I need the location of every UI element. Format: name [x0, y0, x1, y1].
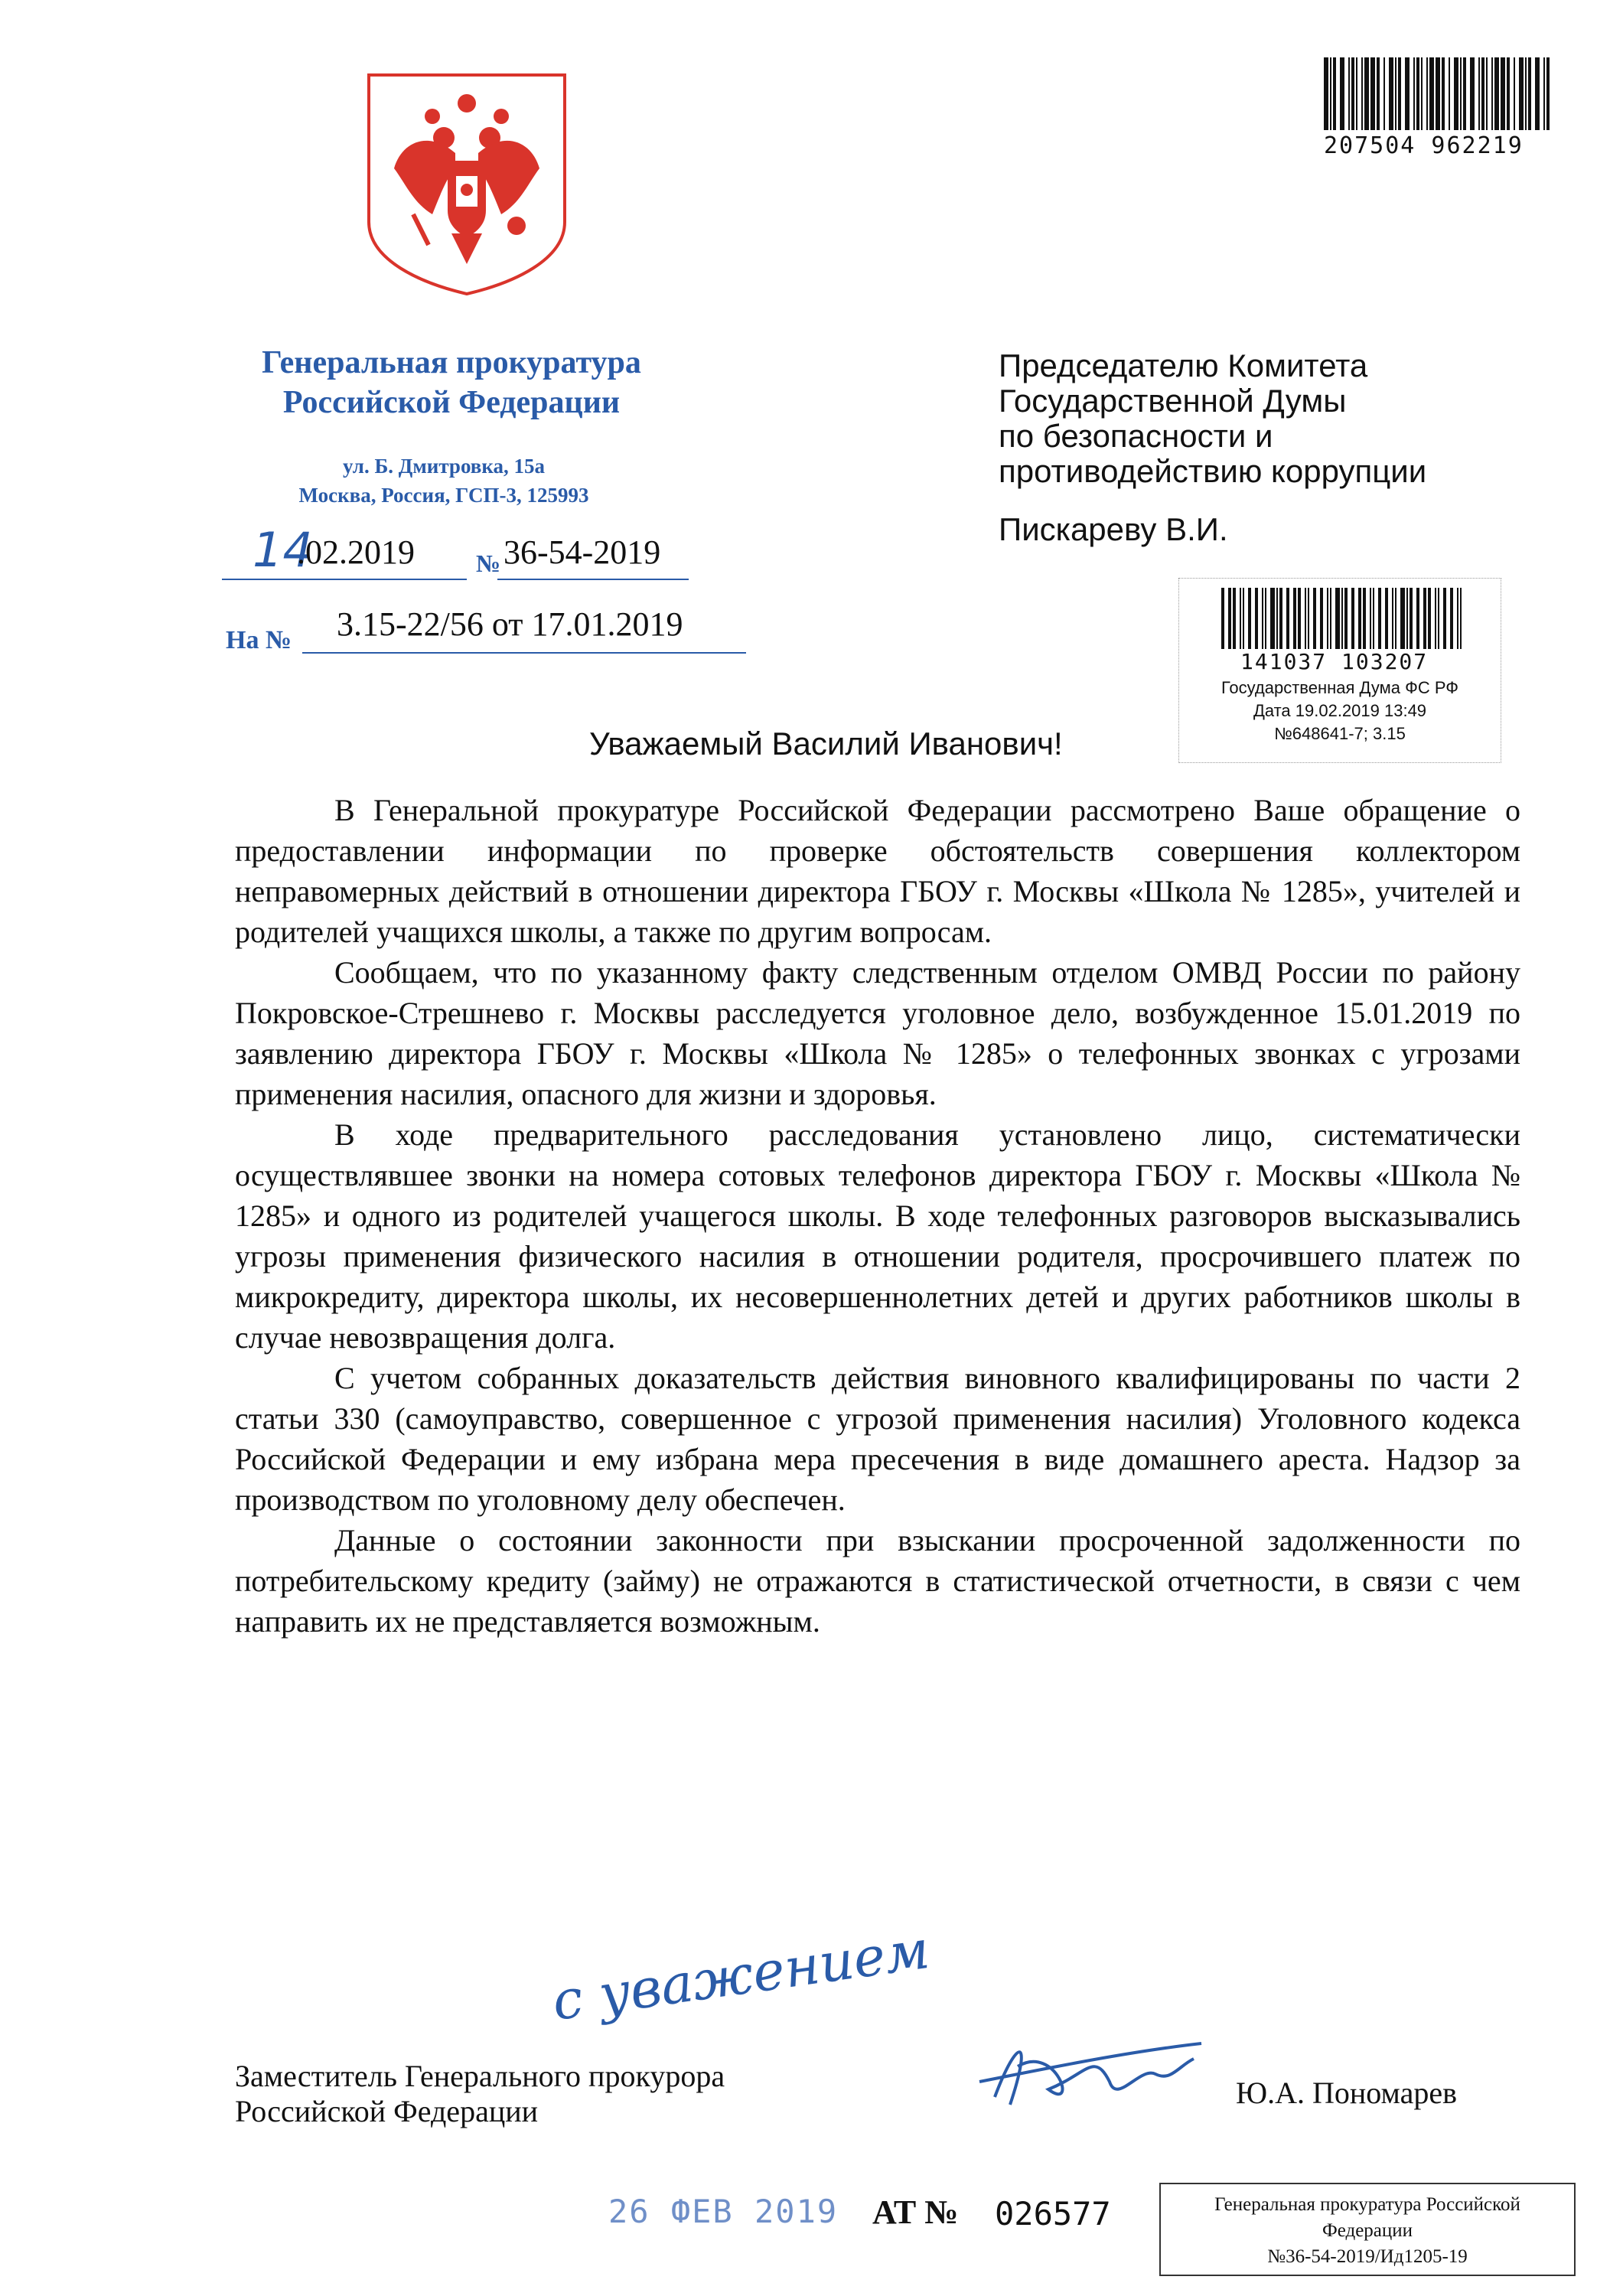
barcode-bar — [1501, 57, 1505, 130]
barcode-bar — [1507, 57, 1510, 130]
barcode-bar — [1361, 57, 1363, 130]
paragraph-5: Данные о состоянии законности при взыскании просроченной задолженности по потребительскому кредиту (займу) не отражаются в статистической отчетности, в связи с чем направить их не представляется возможным. — [235, 1523, 1520, 1639]
barcode-bar — [1298, 588, 1301, 649]
barcode-top — [1316, 57, 1561, 172]
barcode-bar — [1293, 588, 1296, 649]
org-address-line1: ул. Б. Дмитровка, 15а — [342, 455, 545, 478]
barcode-bar — [1385, 588, 1388, 649]
barcode-bar — [1228, 588, 1231, 649]
barcode-duma-bars — [1221, 588, 1466, 649]
barcode-bar — [1333, 57, 1336, 130]
barcode-top-digits: 207504 962219 — [1324, 132, 1524, 159]
barcode-bar — [1313, 588, 1316, 649]
registry-stamp-line2: Федерации — [1322, 2220, 1413, 2241]
registry-stamp-line1: Генеральная прокуратура Российской — [1214, 2194, 1520, 2215]
date-underline — [222, 579, 467, 580]
barcode-bar — [1491, 57, 1493, 130]
barcode-bar — [1450, 588, 1453, 649]
barcode-bar — [1370, 588, 1371, 649]
barcode-bar — [1449, 57, 1450, 130]
addressee-block — [999, 348, 1550, 547]
barcode-bar — [1348, 57, 1350, 130]
salutation: Уважаемый Василий Иванович! — [589, 726, 1063, 762]
addressee-line4: противодействию коррупции — [999, 453, 1427, 489]
barcode-bar — [1525, 57, 1527, 130]
barcode-bar — [1243, 588, 1244, 649]
barcode-bar — [1463, 57, 1466, 130]
barcode-bar — [1443, 588, 1446, 649]
barcode-bar — [1286, 588, 1289, 649]
barcode-bar — [1423, 588, 1426, 649]
received-date-stamp: 26 ФЕВ 2019 — [608, 2193, 839, 2230]
registry-stamp-line3: №36-54-2019/Ид1205-19 — [1267, 2246, 1468, 2267]
org-address — [245, 452, 643, 510]
barcode-bar — [1519, 57, 1524, 130]
barcode-bar — [1481, 57, 1484, 130]
barcode-bar — [1438, 588, 1439, 649]
barcode-bar — [1248, 588, 1251, 649]
barcode-bar — [1398, 57, 1401, 130]
duma-stamp-line1: Государственная Дума ФС РФ — [1221, 678, 1459, 697]
duma-stamp-text — [1187, 677, 1493, 745]
paragraph-2: Сообщаем, что по указанному факту следственным отделом ОМВД России по району Покровское-Стрешнево г. Москвы расследуется уголовное дело, возбужденное 15.01.2019 по заявлению директора ГБОУ г. Москвы «Школа № 1285» о телефонных звонках с угрозами применения насилия, опасного для жизни и здоровья. — [235, 955, 1520, 1111]
reference-line — [226, 595, 746, 657]
barcode-bar — [1389, 57, 1393, 130]
barcode-bar — [1270, 588, 1275, 649]
paragraph-3: В ходе предварительного расследования установлено лицо, систематически осуществлявшее звонки на номера сотовых телефонов директора ГБОУ г. Москвы «Школа № 1285» и одного из родителей учащегося школы. В ходе телефонных разговоров высказывались угрозы применения физического насилия в отношении родителя, просрочившего платеж по микрокредиту, директора школы, их несовершеннолетних детей и других работников школы в случае невозвращения долга. — [235, 1117, 1520, 1355]
barcode-bar — [1341, 588, 1343, 649]
handwritten-signature — [964, 2020, 1209, 2120]
reference-label: На № — [226, 626, 292, 654]
barcode-bar — [1460, 57, 1462, 130]
barcode-bar — [1416, 57, 1419, 130]
barcode-bar — [1383, 57, 1385, 130]
barcode-bar — [1340, 57, 1344, 130]
barcode-bar — [1435, 588, 1436, 649]
barcode-bar — [1320, 588, 1323, 649]
paragraph-1: В Генеральной прокуратуре Российской Федерации рассмотрено Ваше обращение о предоставлении информации по проверке обстоятельств совершения коллектором неправомерных действий в отношении директора ГБОУ г. Москвы «Школа № 1285», учителей и родителей учащихся школы, а также по другим вопросам. — [235, 793, 1520, 949]
reference-value: 3.15-22/56 от 17.01.2019 — [337, 605, 683, 643]
outgoing-date: .02.2019 — [297, 533, 415, 571]
barcode-bar — [1416, 588, 1419, 649]
barcode-bar — [1221, 588, 1224, 649]
barcode-bar — [1457, 588, 1458, 649]
barcode-bar — [1405, 57, 1410, 130]
paragraph-4: С учетом собранных доказательств действия виновного квалифицированы по части 2 статьи 330 (самоуправство, совершенное с угрозой применения насилия) Уголовного кодекса Российской Федерации и ему избрана мера пресечения в виде домашнего ареста. Надзор за производством по уголовному делу обеспечен. — [235, 1361, 1520, 1517]
barcode-bar — [1426, 57, 1428, 130]
barcode-bar — [1454, 57, 1458, 130]
barcode-bar — [1356, 57, 1357, 130]
barcode-bar — [1378, 588, 1381, 649]
form-label: АТ № — [872, 2193, 959, 2231]
barcode-bar — [1330, 57, 1331, 130]
signatory-position-line1: Заместитель Генерального прокурора — [235, 2059, 725, 2093]
barcode-bar — [1330, 588, 1331, 649]
barcode-bar — [1428, 588, 1431, 649]
barcode-bar — [1370, 57, 1375, 130]
barcode-bar — [1392, 588, 1393, 649]
barcode-bar — [1413, 57, 1415, 130]
barcode-bar — [1535, 57, 1540, 130]
org-address-line2: Москва, Россия, ГСП-3, 125993 — [298, 484, 589, 507]
barcode-bar — [1400, 588, 1405, 649]
barcode-bar — [1344, 588, 1348, 649]
org-title — [207, 343, 696, 422]
barcode-bar — [1324, 57, 1328, 130]
duma-stamp-line3: №648641-7; 3.15 — [1274, 724, 1406, 743]
addressee-line3: по безопасности и — [999, 418, 1273, 454]
org-title-line1: Генеральная прокуратура — [262, 345, 641, 380]
barcode-bar — [1486, 57, 1488, 130]
org-title-line2: Российской Федерации — [282, 385, 621, 420]
barcode-bar — [1373, 588, 1374, 649]
addressee-line2: Государственной Думы — [999, 383, 1347, 419]
barcode-bar — [1395, 588, 1396, 649]
barcode-bar — [1478, 57, 1480, 130]
barcode-bar — [1494, 57, 1499, 130]
barcode-bar — [1351, 588, 1354, 649]
barcode-bar — [1335, 588, 1340, 649]
outgoing-date-number — [222, 522, 689, 589]
barcode-bar — [1543, 57, 1545, 130]
barcode-top-bars — [1324, 57, 1553, 130]
barcode-bar — [1279, 588, 1282, 649]
barcode-bar — [1358, 588, 1361, 649]
letter-body — [235, 790, 1520, 1642]
addressee-name: Пискареву В.И. — [999, 511, 1228, 547]
barcode-bar — [1233, 588, 1236, 649]
barcode-bar — [1436, 57, 1440, 130]
barcode-bar — [1410, 588, 1413, 649]
handwritten-closing: с уважением — [548, 1917, 934, 2033]
outgoing-number: 36-54-2019 — [504, 533, 661, 571]
duma-stamp-line2: Дата 19.02.2019 13:49 — [1253, 701, 1427, 720]
reference-underline — [302, 652, 746, 654]
barcode-bar — [1395, 57, 1396, 130]
barcode-bar — [1363, 588, 1366, 649]
barcode-bar — [1240, 588, 1241, 649]
duma-registration-stamp — [1178, 578, 1501, 763]
barcode-bar — [1351, 57, 1354, 130]
barcode-bar — [1442, 57, 1445, 130]
barcode-bar — [1421, 57, 1423, 130]
barcode-bar — [1305, 588, 1306, 649]
barcode-bar — [1308, 588, 1309, 649]
barcode-bar — [1265, 588, 1266, 649]
outgoing-number-label: № — [476, 550, 501, 577]
signatory-position — [235, 2059, 725, 2129]
coat-of-arms-emblem — [360, 69, 574, 298]
registry-stamp — [1159, 2183, 1576, 2276]
barcode-bar — [1327, 588, 1328, 649]
barcode-bar — [1276, 588, 1278, 649]
signatory-name: Ю.А. Пономарев — [1236, 2076, 1457, 2110]
handwritten-day: 14 — [253, 522, 313, 578]
barcode-bar — [1377, 57, 1380, 130]
signatory-position-line2: Российской Федерации — [235, 2094, 539, 2128]
duma-barcode-digits: 141037 103207 — [1240, 649, 1429, 674]
barcode-bar — [1546, 57, 1550, 130]
form-number: 026577 — [995, 2195, 1111, 2232]
addressee-line1: Председателю Комитета — [999, 347, 1368, 383]
number-underline — [497, 579, 689, 580]
barcode-bar — [1514, 57, 1515, 130]
barcode-bar — [1470, 57, 1475, 130]
barcode-bar — [1262, 588, 1263, 649]
barcode-bar — [1528, 57, 1531, 130]
barcode-bar — [1255, 588, 1258, 649]
barcode-bar — [1364, 57, 1369, 130]
barcode-bar — [1460, 588, 1462, 649]
barcode-bar — [1406, 588, 1408, 649]
barcode-bar — [1429, 57, 1434, 130]
